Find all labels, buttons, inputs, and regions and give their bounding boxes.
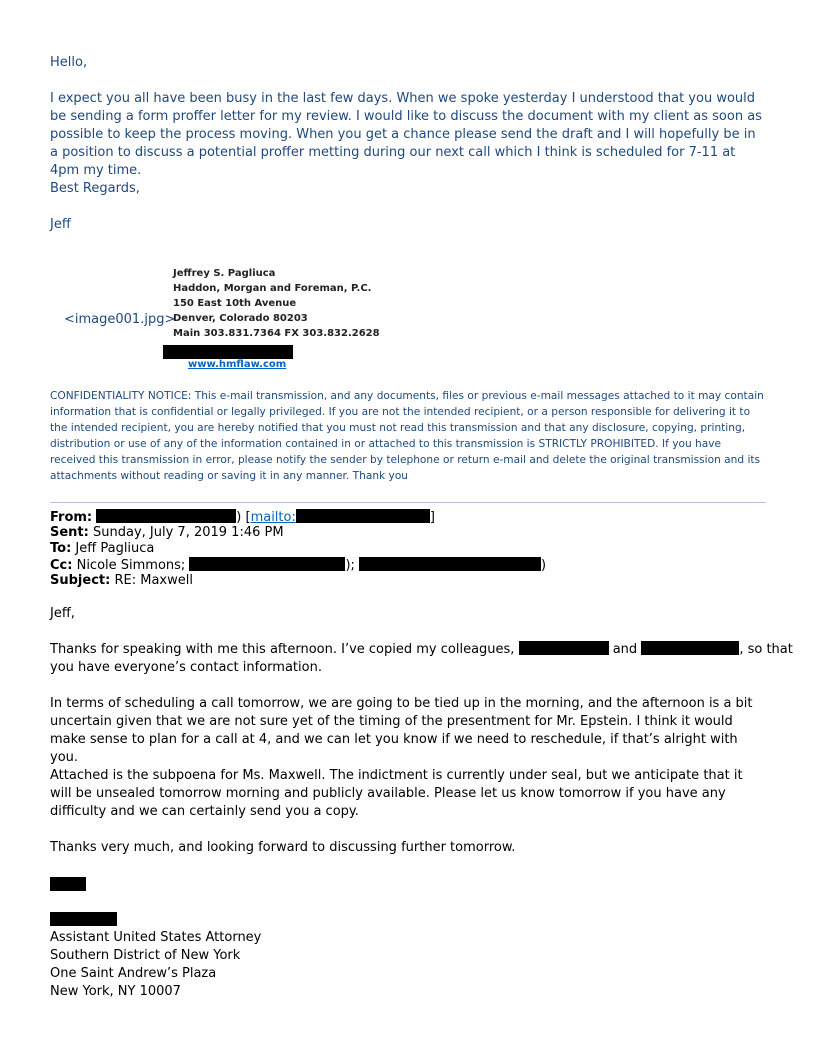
from-line: From: ) [mailto: ] (50, 510, 435, 525)
signature-city: Denver, Colorado 80203 (173, 313, 308, 324)
paragraph-1-and: and (612, 642, 638, 657)
confidentiality-notice: CONFIDENTIALITY NOTICE: This e-mail transmission, and any documents, files or previous e-mail messages attached to it may contain information that is confidential or legally privileged. If you are not the intended recipient, or a person responsible for delivering it to the intended recipient, you are hereby notified that you must not read this transmission and that any disclosure, copying, printing, distribution or use of any of the information contained in or attached to this transmission is STRICTLY PROHIBITED. If you have received this transmission in error, please notify the sender by telephone or return e-mail and delete the original transmission and its attachments without reading or saving it in any manner. Thank you (50, 390, 764, 482)
original-paragraph-2: In terms of scheduling a call tomorrow, we are going to be tied up in the morning, and the afternoon is a bit uncertain given that we are not sure yet of the timing of the presentment for Mr. Epstein. I think it would make sense to plan for a call at 4, and we can let you know if we need to reschedule, if that’s alright with you. (50, 696, 753, 765)
cc-line: Cc: Nicole Simmons; ); ) (50, 558, 547, 573)
signature-name: Jeffrey S. Pagliuca (173, 268, 276, 279)
paragraph-1-text-b: , so that (739, 642, 793, 657)
sender-signature (50, 929, 261, 1001)
cc-value: Nicole Simmons; (76, 558, 186, 573)
reply-body: I expect you all have been busy in the last few days. When we spoke yesterday I understood that you would be sending a form proffer letter for my review. I would like to discuss the document with my client as soon as possible to keep the process moving. When you get a chance please send the draft and I will hopefully be in a position to discuss a potential proffer metting during our next call which I think is scheduled for 7-11 at 4pm my time. (50, 91, 762, 178)
sent-value: Sunday, July 7, 2019 1:46 PM (93, 525, 284, 540)
paragraph-1-text-c: you have everyone’s contact information. (50, 660, 322, 675)
paragraph-1-text-a: Thanks for speaking with me this afternoon. I’ve copied my colleagues, (50, 642, 515, 657)
to-line (50, 541, 154, 557)
original-paragraph-3: Attached is the subpoena for Ms. Maxwell. The indictment is currently under seal, but we anticipate that it will be unsealed tomorrow morning and publicly available. Please let us know tomorrow if you have any difficulty and we can certainly send you a copy. (50, 768, 743, 819)
redaction-block (50, 877, 86, 891)
sender-office: Southern District of New York (50, 948, 241, 963)
signature-street: 150 East 10th Avenue (173, 298, 297, 309)
subject-value: RE: Maxwell (114, 573, 193, 588)
redaction-block (96, 509, 236, 523)
original-paragraph-4: Thanks very much, and looking forward to discussing further tomorrow. (50, 840, 516, 855)
subject-label: Subject: (50, 573, 111, 588)
sender-address-1: One Saint Andrew’s Plaza (50, 966, 217, 981)
reply-signoff: Jeff (50, 217, 71, 232)
sender-title: Assistant United States Attorney (50, 930, 262, 945)
redaction-block (189, 557, 345, 571)
signature-phones: Main 303.831.7364 FX 303.832.2628 (173, 328, 380, 339)
to-label: To: (50, 541, 72, 556)
to-value: Jeff Pagliuca (75, 541, 155, 556)
redaction-block (296, 509, 430, 523)
reply-closing: Best Regards, (50, 181, 140, 196)
sent-label: Sent: (50, 525, 89, 540)
subject-line (50, 573, 193, 589)
from-label: From: (50, 510, 93, 525)
original-salutation: Jeff, (50, 606, 75, 621)
mailto-link[interactable]: mailto: (250, 510, 296, 525)
sender-address-2: New York, NY 10007 (50, 984, 181, 999)
signature-image-placeholder: <image001.jpg> (64, 312, 176, 327)
redaction-block (641, 641, 739, 655)
signature-firm: Haddon, Morgan and Foreman, P.C. (173, 283, 372, 294)
redaction-block (359, 557, 541, 571)
signature-block (173, 266, 380, 341)
cc-label: Cc: (50, 558, 73, 573)
reply-greeting: Hello, (50, 55, 88, 70)
divider (50, 502, 766, 503)
redaction-block (50, 912, 117, 926)
firm-website-link[interactable]: www.hmflaw.com (188, 359, 287, 370)
original-paragraph-1 (50, 641, 793, 677)
sent-line (50, 525, 284, 541)
redaction-block (519, 641, 609, 655)
